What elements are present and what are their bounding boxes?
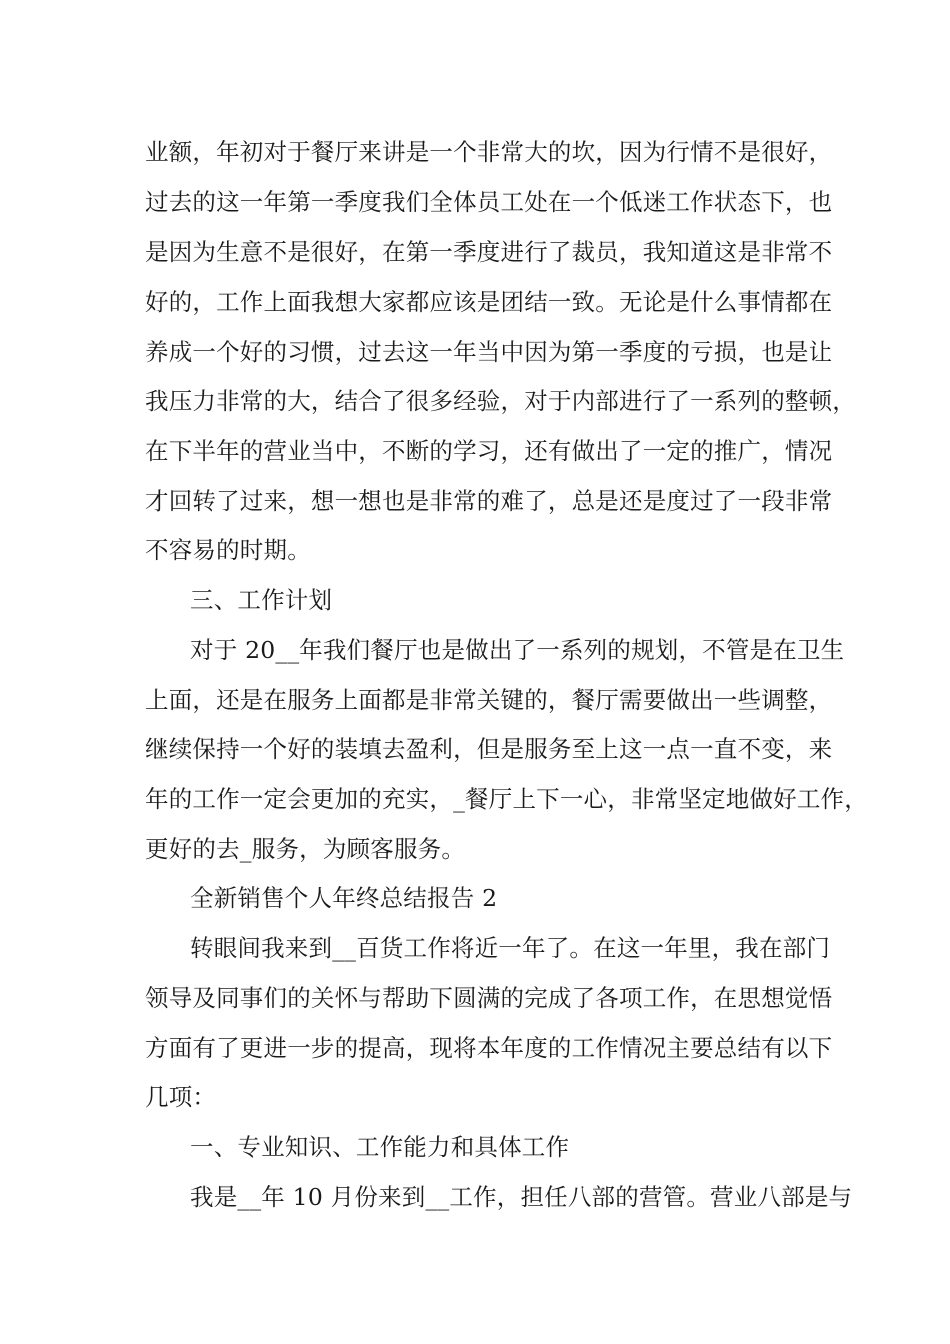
text-line: 过去的这一年第一季度我们全体员工处在一个低迷工作状态下，也 — [145, 188, 833, 216]
text-line: 不容易的时期。 — [145, 536, 311, 564]
text-line: 业额，年初对于餐厅来讲是一个非常大的坎，因为行情不是很好， — [145, 138, 833, 166]
text-line: 在下半年的营业当中，不断的学习，还有做出了一定的推广，情况 — [145, 437, 833, 465]
report-title: 全新销售个人年终总结报告 2 — [190, 884, 498, 912]
section-heading: 一、专业知识、工作能力和具体工作 — [190, 1133, 570, 1161]
text-line: 几项： — [145, 1083, 217, 1111]
text-line: 更好的去_服务，为顾客服务。 — [145, 835, 466, 863]
text-line: 养成一个好的习惯，过去这一年当中因为第一季度的亏损，也是让 — [145, 338, 833, 366]
text-line: 上面，还是在服务上面都是非常关键的，餐厅需要做出一些调整， — [145, 686, 833, 714]
text-line: 好的，工作上面我想大家都应该是团结一致。无论是什么事情都在 — [145, 288, 833, 316]
text-line: 年的工作一定会更加的充实，_餐厅上下一心，非常坚定地做好工作， — [145, 785, 868, 813]
text-line: 继续保持一个好的装填去盈利，但是服务至上这一点一直不变，来 — [145, 735, 833, 763]
text-line: 才回转了过来，想一想也是非常的难了，总是还是度过了一段非常 — [145, 487, 833, 515]
text-line: 我压力非常的大，结合了很多经验，对于内部进行了一系列的整顿， — [145, 387, 856, 415]
text-line: 方面有了更进一步的提高，现将本年度的工作情况主要总结有以下 — [145, 1034, 833, 1062]
text-line: 转眼间我来到__百货工作将近一年了。在这一年里，我在部门 — [190, 934, 831, 962]
section-heading: 三、工作计划 — [190, 586, 333, 614]
text-line: 是因为生意不是很好，在第一季度进行了裁员，我知道这是非常不 — [145, 238, 833, 266]
text-line: 对于 20__年我们餐厅也是做出了一系列的规划，不管是在卫生 — [190, 636, 845, 664]
text-line: 领导及同事们的关怀与帮助下圆满的完成了各项工作，在思想觉悟 — [145, 984, 833, 1012]
text-line: 我是__年 10 月份来到__工作，担任八部的营管。营业八部是与 — [190, 1183, 853, 1211]
